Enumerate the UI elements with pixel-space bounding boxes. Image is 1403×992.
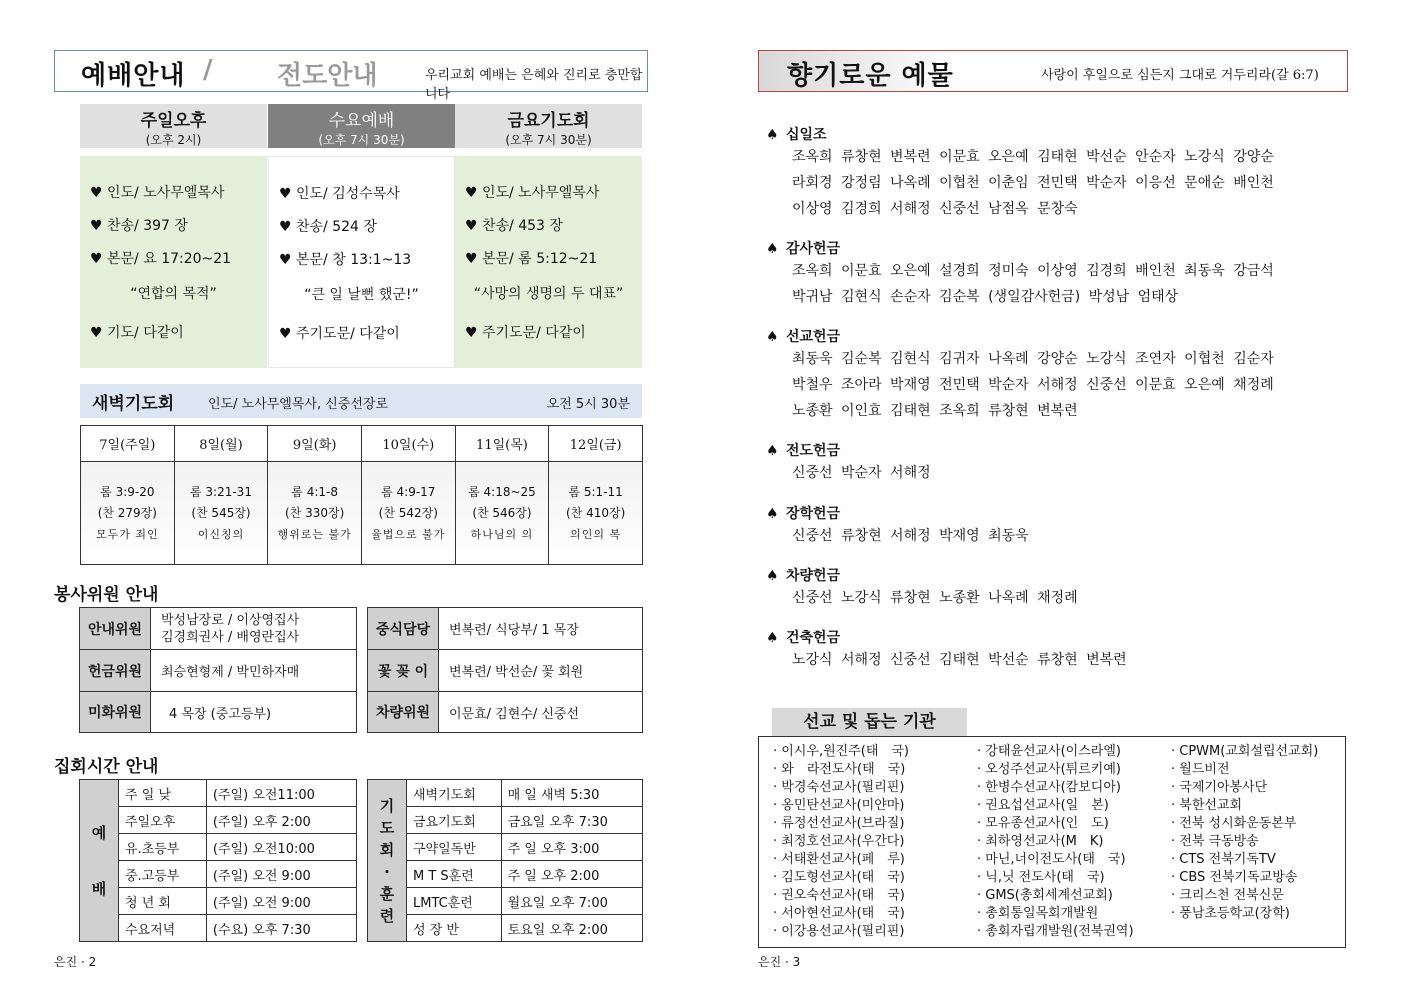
meeting-name: 청 년 회	[119, 888, 207, 915]
meeting-row	[368, 861, 643, 888]
page-number-left: 은진 · 2	[54, 955, 97, 969]
meeting-time: (주일) 오전11:00	[206, 780, 356, 807]
names-row: 신중선 류창현 서해정 박재영 최동욱	[792, 528, 1029, 544]
offering-title	[766, 565, 1366, 587]
offering-title	[766, 503, 1366, 525]
scripture-ref: 롬 5:1-11	[568, 484, 623, 499]
meeting-row	[368, 915, 643, 942]
service-time: (오후 7시 30분)	[505, 133, 592, 147]
mission-item: · 권오숙선교사(태 국)	[773, 888, 905, 903]
service-name: 금요기도회	[507, 111, 590, 131]
scripture-ref: 롬 3:9-20	[100, 484, 155, 499]
dawn-content-cell	[81, 462, 175, 565]
service-time: (오후 2시)	[145, 133, 202, 147]
volunteer-row	[80, 650, 357, 692]
day-cell: 8일(월)	[174, 426, 268, 462]
mission-item: · 풍남초등학교(장학)	[1171, 906, 1290, 921]
mission-item: · GMS(총회세계선교회)	[977, 888, 1113, 903]
dawn-prayer-bar	[80, 384, 642, 418]
scripture-ref: 롬 4:1-8	[291, 484, 338, 499]
volunteer-names: 최승현형제 / 박민하자매	[151, 650, 357, 692]
spade-icon: ♠	[766, 127, 779, 143]
meeting-table-worship	[79, 779, 357, 942]
meeting-row	[368, 888, 643, 915]
names-row: 이상영 김경희 서해정 신중선 남점옥 문창숙	[792, 201, 1078, 217]
meeting-row	[80, 780, 357, 807]
left-header-subtitle: 우리교회 예배는 은혜와 진리로 충만합니다	[425, 68, 643, 102]
dawn-prayer-title: 새벽기도회	[92, 394, 175, 414]
offering-label: 감사헌금	[786, 241, 841, 257]
spade-icon: ♠	[766, 568, 779, 584]
mission-item: · 오성주선교사(튀르키예)	[977, 762, 1121, 777]
hymn: ♥ 찬송/ 453 장	[465, 218, 563, 234]
mission-item: · 마닌,너이전도사(태 국)	[977, 852, 1126, 867]
scripture: ♥ 본문/ 롬 5:12~21	[465, 251, 598, 267]
volunteer-section-title: 봉사위원 안내	[54, 585, 159, 605]
worship-column-wednesday	[268, 104, 455, 342]
dawn-content-cell	[268, 462, 362, 565]
mission-item: · 와 라전도사(태 국)	[773, 762, 906, 777]
right-header	[758, 50, 1348, 92]
worship-guide-title: 예배안내	[81, 61, 186, 91]
worship-col-body	[268, 156, 455, 368]
mission-item: · 전북 극동방송	[1171, 834, 1259, 849]
spade-icon: ♠	[766, 241, 779, 257]
offering-title: 향기로운 예물	[787, 61, 954, 91]
meeting-name: 금요기도회	[407, 807, 502, 834]
offering-title	[766, 238, 1366, 260]
mission-item: · 최정호선교사(우간다)	[773, 834, 905, 849]
right-header-subtitle: 사랑이 후일으로 심든지 그대로 거두리라(갈 6:7)	[1041, 68, 1319, 83]
theme: 행위로는 불가	[277, 527, 352, 541]
volunteer-names: 변복련/ 박선순/ 꽃 회원	[439, 650, 643, 692]
names-row: 신중선 박순자 서해정	[792, 465, 931, 481]
day-cell: 11일(목)	[455, 426, 549, 462]
names-row: 조옥희 류창현 변복련 이문효 오은예 김태현 박선순 안순자 노강식 강양순	[792, 149, 1274, 165]
meeting-name: 중.고등부	[119, 861, 207, 888]
worship-col-header	[455, 104, 642, 148]
names-row: 박귀남 김현식 손순자 김순복 (생일감사헌금) 박성남 엄태상	[792, 289, 1179, 305]
offering-label: 장학헌금	[786, 506, 841, 522]
scripture: ♥ 본문/ 요 17:20~21	[90, 251, 232, 267]
offering-label: 차량헌금	[786, 568, 841, 584]
leader: ♥ 인도/ 김성수목사	[279, 186, 400, 202]
mission-item: · 박경숙선교사(필리핀)	[773, 780, 905, 795]
offering-title	[766, 627, 1366, 649]
worship-column-sunday-pm	[80, 104, 267, 341]
meeting-time: 매 일 새벽 5:30	[501, 780, 642, 807]
worship-col-header	[80, 104, 267, 148]
mission-item: · 이강용선교사(필리핀)	[773, 924, 905, 939]
meeting-name: 성 장 반	[407, 915, 502, 942]
hymn-ref: (찬 542장)	[378, 505, 438, 520]
meeting-name: 구약일독반	[407, 834, 502, 861]
volunteer-row	[368, 608, 643, 650]
offering-title	[766, 124, 1366, 146]
volunteer-role: 차량위원	[368, 692, 439, 733]
prayer: ♥ 기도/ 다같이	[90, 325, 184, 341]
day-cell: 7일(주일)	[81, 426, 175, 462]
volunteer-names: 4 목장 (중고등부)	[151, 692, 357, 733]
service-name: 수요예배	[328, 111, 395, 131]
mission-item: · 북한선교회	[1171, 798, 1243, 813]
meeting-time: 금요일 오후 7:30	[501, 807, 642, 834]
dawn-content-cell	[455, 462, 549, 565]
names-row: 최동욱 김순복 김현식 김귀자 나옥례 강양순 노강식 조연자 이협천 김순자	[792, 351, 1274, 367]
meeting-time: 토요일 오후 2:00	[501, 915, 642, 942]
volunteer-table-left	[79, 607, 357, 733]
theme: 하나님의 의	[470, 527, 534, 541]
scripture-ref: 롬 4:18~25	[468, 484, 536, 499]
mission-item: · 한병수선교사(캄보디아)	[977, 780, 1121, 795]
meeting-time: 주 일 오후 2:00	[501, 861, 642, 888]
offering-vehicle	[766, 565, 1366, 613]
mission-section-title: 선교 및 돕는 기관	[772, 708, 967, 736]
evangelism-guide-title: 전도안내	[277, 61, 378, 91]
offering-label: 십일조	[786, 127, 827, 143]
volunteer-names	[151, 608, 357, 650]
spade-icon: ♠	[766, 329, 779, 345]
meeting-row	[80, 915, 357, 942]
offering-evangelism	[766, 440, 1366, 488]
page-number-right: 은진 · 3	[758, 955, 801, 969]
dawn-days-row	[81, 426, 643, 462]
scripture-ref: 롬 3:21-31	[190, 484, 252, 499]
hymn-ref: (찬 330장)	[285, 505, 345, 520]
offering-building	[766, 627, 1366, 675]
mission-item: · 서태환선교사(페 루)	[773, 852, 905, 867]
leader: ♥ 인도/ 노사무엘목사	[90, 185, 225, 201]
meeting-row	[80, 834, 357, 861]
meeting-row	[80, 888, 357, 915]
mission-box	[758, 736, 1346, 948]
spade-icon: ♠	[766, 630, 779, 646]
offering-title	[766, 326, 1366, 348]
day-cell: 12일(금)	[549, 426, 643, 462]
volunteer-role: 중식담당	[368, 608, 439, 650]
names-row: 신중선 노강식 류창현 노종환 나옥례 채정례	[792, 590, 1078, 606]
theme: 율법으로 불가	[371, 527, 446, 541]
meeting-time: 월요일 오후 7:00	[501, 888, 642, 915]
names-row: 조옥희 이문효 오은예 설경희 정미숙 이상영 김경희 배인천 최동욱 강금석	[792, 263, 1274, 279]
mission-item: · 강태윤선교사(이스라엘)	[977, 744, 1121, 759]
dawn-content-cell	[174, 462, 268, 565]
prayer: ♥ 주기도문/ 다같이	[279, 326, 400, 342]
volunteer-names: 이문효/ 김현수/ 신중선	[439, 692, 643, 733]
meeting-name: 새벽기도회	[407, 780, 502, 807]
worship-col-body	[455, 156, 642, 368]
offering-scholarship	[766, 503, 1366, 551]
mission-item: · 월드비전	[1171, 762, 1230, 777]
meeting-name: LMTC훈련	[407, 888, 502, 915]
mission-column-2	[977, 743, 1134, 941]
meeting-side-label: 예 배	[80, 780, 119, 942]
volunteer-row	[80, 692, 357, 733]
worship-col-header	[268, 104, 455, 148]
day-cell: 9일(화)	[268, 426, 362, 462]
dawn-content-row	[81, 462, 643, 565]
spade-icon: ♠	[766, 443, 779, 459]
meeting-name: 유.초등부	[119, 834, 207, 861]
mission-item: · 옹민탄선교사(미얀마)	[773, 798, 905, 813]
mission-item: · 최하영선교사(M K)	[977, 834, 1104, 849]
meeting-row	[80, 861, 357, 888]
meeting-name: 주일오후	[119, 807, 207, 834]
offering-label: 건축헌금	[786, 630, 841, 646]
hymn-ref: (찬 545장)	[191, 505, 251, 520]
meeting-row	[368, 807, 643, 834]
meeting-time: (수요) 오후 7:30	[206, 915, 356, 942]
meeting-time: (주일) 오전 9:00	[206, 861, 356, 888]
meeting-row	[80, 807, 357, 834]
sermon-title: “사망의 생명의 두 대표”	[473, 286, 624, 302]
mission-item: · 국제기아봉사단	[1171, 780, 1268, 795]
meeting-time: (주일) 오전10:00	[206, 834, 356, 861]
mission-item: · CPWM(교회설립선교회)	[1171, 744, 1319, 759]
hymn: ♥ 찬송/ 397 장	[90, 218, 188, 234]
hymn-ref: (찬 279장)	[97, 505, 157, 520]
meeting-time: (주일) 오후 2:00	[206, 807, 356, 834]
hymn-ref: (찬 410장)	[566, 505, 626, 520]
day-cell: 10일(수)	[361, 426, 455, 462]
volunteer-row	[368, 692, 643, 733]
theme: 이신칭의	[197, 527, 245, 541]
scripture-ref: 롬 4:9-17	[381, 484, 436, 499]
volunteer-names: 변복련/ 식당부/ 1 목장	[439, 608, 643, 650]
theme: 모두가 죄인	[96, 527, 159, 541]
leader: ♥ 인도/ 노사무엘목사	[465, 185, 600, 201]
meeting-row	[368, 780, 643, 807]
volunteer-row	[80, 608, 357, 650]
prayer: ♥ 주기도문/ 다같이	[465, 325, 586, 341]
offering-title	[766, 440, 1366, 462]
meeting-row	[368, 834, 643, 861]
title-slash: /	[203, 55, 213, 85]
offering-thanks	[766, 238, 1366, 312]
worship-column-friday	[455, 104, 642, 341]
dawn-content-cell	[549, 462, 643, 565]
volunteer-role: 미화위원	[80, 692, 151, 733]
sermon-title: “연합의 목적”	[130, 286, 217, 302]
dawn-schedule-table	[80, 425, 643, 565]
mission-item: · 전북 성시화운동본부	[1171, 816, 1297, 831]
mission-item: · 닉,닛 전도사(태 국)	[977, 870, 1105, 885]
scripture: ♥ 본문/ 창 13:1~13	[279, 252, 412, 268]
mission-item: · 서아현선교사(태 국)	[773, 906, 905, 921]
theme: 의인의 복	[570, 527, 622, 541]
mission-item: · 권요섭선교사(일 본)	[977, 798, 1109, 813]
hymn-ref: (찬 546장)	[472, 505, 532, 520]
mission-item: · 크리스천 전북신문	[1171, 888, 1284, 903]
mission-item: · 총회자립개발원(전북권역)	[977, 924, 1134, 939]
dawn-prayer-time: 오전 5시 30분	[546, 397, 630, 412]
names-row: 노종환 이인효 김태현 조옥희 류창현 변복련	[792, 403, 1078, 419]
volunteer-table-right	[367, 607, 643, 733]
names-row: 라회경 강정림 나옥례 이협천 이춘임 전민택 박순자 이응선 문애순 배인천	[792, 175, 1274, 191]
dawn-prayer-leader: 인도/ 노사무엘목사, 신중선장로	[208, 397, 389, 412]
volunteer-row	[368, 650, 643, 692]
names-line: 김경희권사 / 배영란집사	[161, 629, 300, 645]
worship-col-body	[80, 156, 267, 368]
meeting-name: 주 일 낮	[119, 780, 207, 807]
names-line: 박성남장로 / 이상영집사	[161, 612, 300, 628]
mission-item: · CBS 전북기독교방송	[1171, 870, 1298, 885]
volunteer-role: 안내위원	[80, 608, 151, 650]
mission-item: · 모유종선교사(인 도)	[977, 816, 1109, 831]
mission-item: · 총회통일목회개발원	[977, 906, 1099, 921]
mission-item: · 이시우,원진주(태 국)	[773, 744, 910, 759]
meeting-side-label: 기 도 회 · 훈 련	[368, 780, 407, 942]
names-row: 박철우 조아라 박재영 전민택 박순자 서해정 신중선 이문효 오은예 채정례	[792, 377, 1274, 393]
mission-item: · 류정선선교사(브라질)	[773, 816, 905, 831]
left-header	[54, 50, 648, 102]
offering-label: 전도헌금	[786, 443, 841, 459]
mission-item: · CTS 전북기독TV	[1171, 852, 1276, 867]
left-page	[0, 0, 700, 992]
meeting-name: M T S훈련	[407, 861, 502, 888]
offering-label: 선교헌금	[786, 329, 841, 345]
meeting-section-title: 집회시간 안내	[54, 757, 159, 777]
meeting-table-prayer	[367, 779, 643, 942]
sermon-title: “큰 일 날뻔 했군!”	[304, 287, 419, 303]
right-page	[700, 0, 1403, 992]
mission-column-3	[1171, 743, 1318, 923]
names-row: 노강식 서해정 신중선 김태현 박선순 류창현 변복련	[792, 652, 1127, 668]
service-time: (오후 7시 30분)	[318, 133, 405, 147]
mission-column-1	[773, 743, 909, 941]
offering-tithe	[766, 124, 1366, 224]
service-name: 주일오후	[140, 111, 207, 131]
mission-item: · 김도형선교사(태 국)	[773, 870, 905, 885]
spade-icon: ♠	[766, 506, 779, 522]
meeting-time: 주 일 오후 3:00	[501, 834, 642, 861]
offering-mission	[766, 326, 1366, 426]
volunteer-role: 헌금위원	[80, 650, 151, 692]
dawn-content-cell	[361, 462, 455, 565]
meeting-name: 수요저녁	[119, 915, 207, 942]
meeting-time: (주일) 오전 9:00	[206, 888, 356, 915]
hymn: ♥ 찬송/ 524 장	[279, 219, 377, 235]
volunteer-role: 꽃 꽂 이	[368, 650, 439, 692]
worship-table	[80, 104, 642, 368]
